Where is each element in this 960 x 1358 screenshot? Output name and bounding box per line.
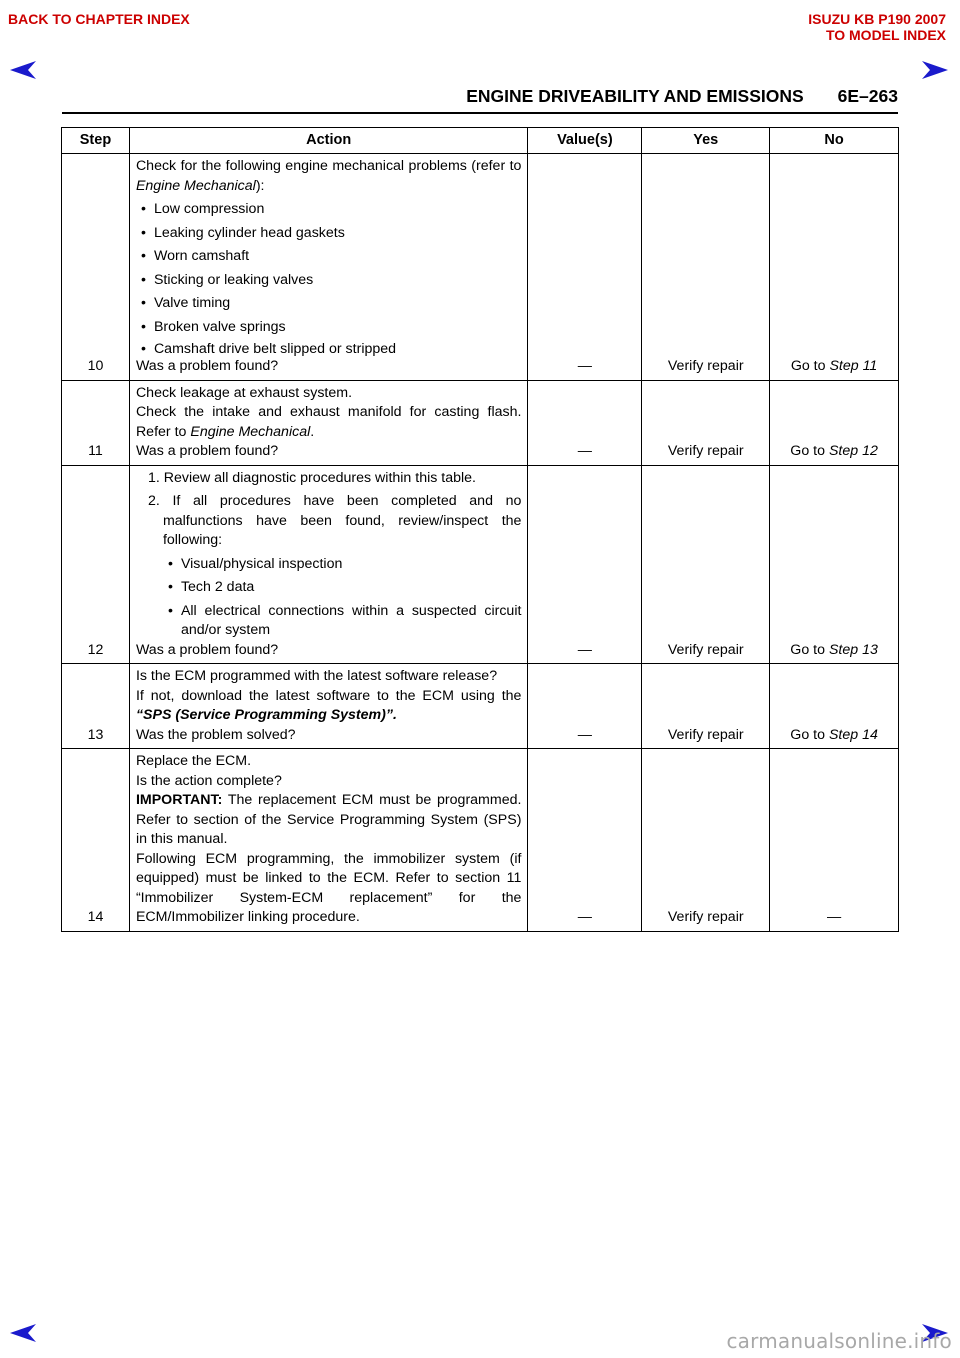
step-number: 12 [62, 465, 130, 664]
yes-cell: Verify repair [642, 154, 770, 381]
list-item: • Sticking or leaking valves [136, 271, 521, 291]
column-header-values: Value(s) [528, 128, 642, 154]
to-model-index-link[interactable]: TO MODEL INDEX [825, 27, 946, 43]
value-cell: — [528, 664, 642, 749]
watermark: carmanualsonline.info [726, 1329, 952, 1353]
action-cell [129, 749, 527, 932]
column-header-step: Step [62, 128, 130, 154]
action-question: Was a problem found? [135, 443, 279, 459]
action-line: Is the ECM programmed with the latest software release? [135, 668, 498, 684]
list-item: • Worn camshaft [136, 247, 521, 267]
numbered-item: 1. Review all diagnostic procedures within this table. [147, 469, 476, 486]
action-line: Replace the ECM. [135, 753, 252, 769]
action-line: Check the intake and exhaust manifold for casting flash. Refer to Engine Mechanical. [135, 404, 522, 440]
action-cell [129, 154, 527, 381]
step-number: 10 [62, 154, 130, 381]
table-row [62, 154, 899, 381]
yes-cell: Verify repair [642, 664, 770, 749]
table-row [62, 749, 899, 932]
diagnostic-table [61, 127, 899, 932]
table-header-row [62, 128, 899, 154]
no-cell: Go to Step 11 [770, 154, 899, 381]
step-number: 11 [62, 380, 130, 465]
step-number: 14 [62, 749, 130, 932]
action-intro: Check for the following engine mechanical problems (refer to Engine Mechanical): [135, 158, 522, 194]
action-question: Was a problem found? [135, 358, 279, 374]
yes-cell: Verify repair [642, 749, 770, 932]
action-line: Following ECM programming, the immobilizer system (if equipped) must be linked to the ECM. Refer to section 11 “Immobilizer System-ECM replacement” for the ECM/Immobilizer linking procedure. [135, 850, 522, 925]
section-title: ENGINE DRIVEABILITY AND EMISSIONS [466, 86, 804, 106]
table-row [62, 380, 899, 465]
no-cell: Go to Step 13 [770, 465, 899, 664]
action-cell [129, 465, 527, 664]
numbered-item: 2. If all procedures have been completed and no malfunctions have been found, review/inspect the following: [147, 493, 522, 548]
table-row [62, 465, 899, 664]
no-cell: Go to Step 12 [770, 380, 899, 465]
previous-page-arrow-bottom-icon[interactable] [8, 1322, 38, 1344]
table-row [62, 664, 899, 749]
action-cell [129, 664, 527, 749]
step-number: 13 [62, 664, 130, 749]
action-line: If not, download the latest software to the ECM using the “SPS (Service Programming System)”. [135, 687, 522, 723]
value-cell: — [528, 380, 642, 465]
action-line: Check leakage at exhaust system. [135, 384, 353, 401]
column-header-action: Action [129, 128, 527, 154]
page-number: 6E–263 [837, 86, 898, 106]
action-question: Was the problem solved? [135, 726, 296, 743]
list-item: • Low compression [136, 200, 521, 220]
header-rule [62, 112, 898, 114]
important-note: IMPORTANT: The replacement ECM must be programmed. Refer to section of the Service Programming System (SPS) in this manual. [135, 792, 522, 847]
no-cell: — [770, 749, 899, 932]
list-item: • All electrical connections within a suspected circuit and/or system [136, 602, 521, 641]
action-question: Was a problem found? [135, 641, 279, 658]
page-header [62, 86, 898, 107]
column-header-yes: Yes [642, 128, 770, 154]
model-index-block [808, 11, 946, 43]
list-item: • Broken valve springs [136, 318, 521, 338]
list-item: • Camshaft drive belt slipped or stripped [136, 341, 521, 357]
yes-cell: Verify repair [642, 380, 770, 465]
model-name-link[interactable]: ISUZU KB P190 2007 [808, 11, 946, 27]
yes-cell: Verify repair [642, 465, 770, 664]
value-cell: — [528, 154, 642, 381]
list-item: • Visual/physical inspection [136, 555, 521, 575]
list-item: • Valve timing [136, 294, 521, 314]
column-header-no: No [770, 128, 899, 154]
no-cell: Go to Step 14 [770, 664, 899, 749]
list-item: • Tech 2 data [136, 578, 521, 598]
value-cell: — [528, 465, 642, 664]
back-to-chapter-index-link[interactable]: BACK TO CHAPTER INDEX [8, 11, 190, 27]
previous-page-arrow-icon[interactable] [8, 59, 38, 81]
action-line: Is the action complete? [135, 772, 282, 789]
value-cell: — [528, 749, 642, 932]
action-cell [129, 380, 527, 465]
next-page-arrow-icon[interactable] [920, 59, 950, 81]
list-item: • Leaking cylinder head gaskets [136, 224, 521, 244]
